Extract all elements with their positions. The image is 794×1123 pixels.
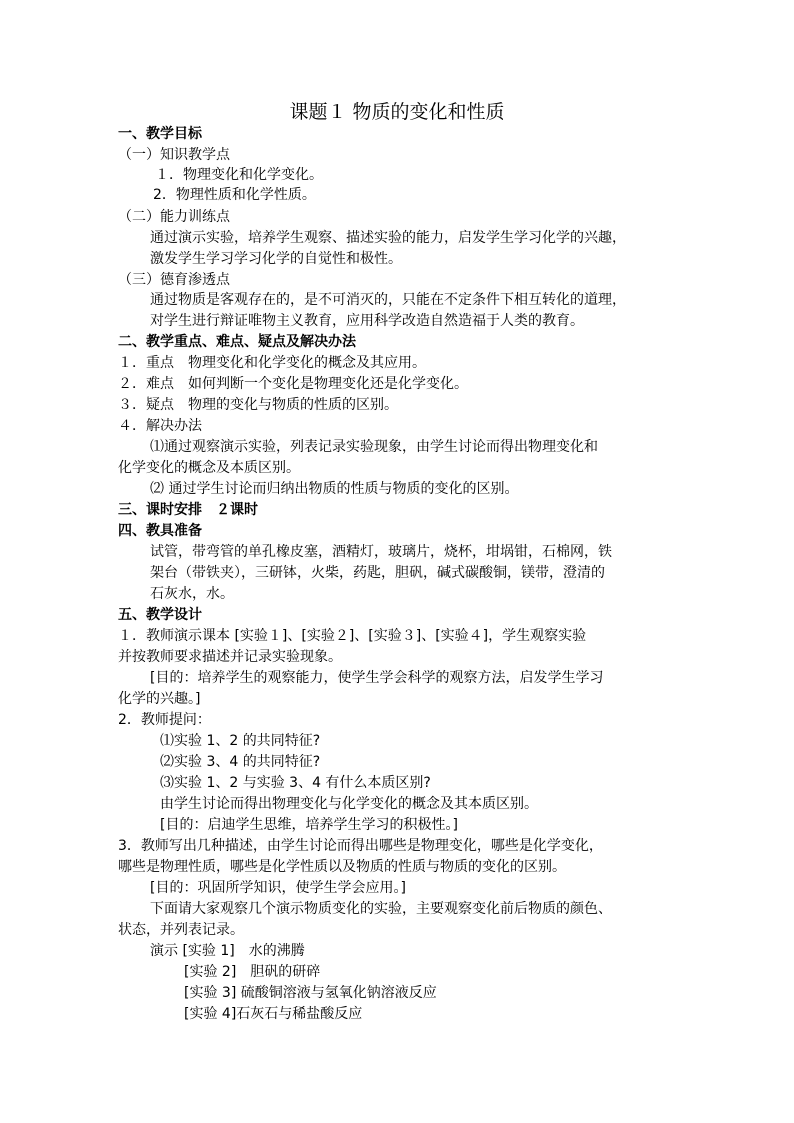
text-line: 石灰水，水。 (150, 586, 234, 602)
text-line: 2．物理性质和化学性质。 (153, 187, 316, 203)
text-line: ⑴通过观察演示实验，列表记录实验现象，由学生讨论而得出物理变化和 (150, 439, 598, 455)
page-title: 课题１ 物质的变化和性质 (289, 101, 505, 123)
text-line: 3．教师写出几种描述，由学生讨论而得出哪些是物理变化，哪些是化学变化， (118, 838, 603, 854)
text-line: 2．教师提问： (118, 712, 211, 728)
section-heading: 五、教学设计 (118, 607, 202, 623)
text-line: （一）知识教学点 (118, 147, 230, 163)
text-line: [目的：培养学生的观察能力，使学生学会科学的观察方法，启发学生学习 (150, 670, 604, 686)
text-line: 下面请大家观察几个演示物质变化的实验，主要观察变化前后物质的颜色、 (150, 901, 612, 917)
text-line: １．教师演示课本 [实验１]、[实验２]、[实验３]、[实验４]，学生观察实验 (118, 628, 587, 644)
section-heading: 二、教学重点、难点、疑点及解决办法 (118, 334, 356, 350)
text-line: 演示 [实验 1] 水的沸腾 (150, 943, 305, 959)
text-line: 激发学生学习学习化学的自觉性和极性。 (150, 251, 402, 267)
text-line: 试管，带弯管的单孔橡皮塞，酒精灯，玻璃片，烧杯，坩埚钳，石棉网，铁 (150, 544, 612, 560)
text-line: ３．疑点 物理的变化与物质的性质的区别。 (118, 397, 398, 413)
text-line: ２．难点 如何判断一个变化是物理变化还是化学变化。 (118, 376, 468, 392)
section-heading: 三、课时安排 ２课时 (118, 502, 258, 518)
text-line: ⑴实验 1、2 的共同特征? (160, 733, 321, 749)
text-line: [实验 4]石灰石与稀盐酸反应 (184, 1006, 363, 1022)
text-line: （二）能力训练点 (118, 209, 230, 225)
text-line: ⑵实验 3、4 的共同特征? (160, 754, 321, 770)
text-line: 架台（带铁夹），三研钵，火柴，药匙，胆矾，碱式碳酸铜，镁带，澄清的 (150, 565, 605, 581)
text-line: （三）德育渗透点 (118, 272, 230, 288)
text-line: 状态，并列表记录。 (118, 922, 244, 938)
text-line: 哪些是物理性质，哪些是化学性质以及物质的性质与物质的变化的区别。 (118, 859, 566, 875)
section-heading: 一、教学目标 (118, 126, 202, 142)
text-line: [实验 3] 硫酸铜溶液与氢氧化钠溶液反应 (184, 985, 437, 1001)
text-line: １．重点 物理变化和化学变化的概念及其应用。 (118, 355, 426, 371)
text-line: １．物理变化和化学变化。 (155, 167, 323, 183)
text-line: 并按教师要求描述并记录实验现象。 (118, 649, 342, 665)
text-line: 通过物质是客观存在的，是不可消灭的，只能在不定条件下相互转化的道理， (150, 292, 626, 308)
text-line: ⑶实验 1、2 与实验 3、4 有什么本质区别? (160, 775, 431, 791)
text-line: ４．解决办法 (118, 418, 202, 434)
text-line: 通过演示实验，培养学生观察、描述实验的能力，启发学生学习化学的兴趣， (150, 230, 626, 246)
section-heading: 四、教具准备 (118, 523, 202, 539)
text-line: 化学的兴趣。] (118, 691, 201, 707)
text-line: 由学生讨论而得出物理变化与化学变化的概念及其本质区别。 (160, 796, 538, 812)
text-line: [实验 2] 胆矾的研碎 (184, 964, 321, 980)
text-line: [目的：巩固所学知识，使学生学会应用。] (150, 880, 406, 896)
text-line: [目的：启迪学生思维，培养学生学习的积极性。] (160, 817, 458, 833)
text-line: ⑵ 通过学生讨论而归纳出物质的性质与物质的变化的区别。 (150, 481, 519, 497)
text-line: 对学生进行辩证唯物主义教育，应用科学改造自然造福于人类的教育。 (150, 313, 584, 329)
text-line: 化学变化的概念及本质区别。 (118, 460, 300, 476)
